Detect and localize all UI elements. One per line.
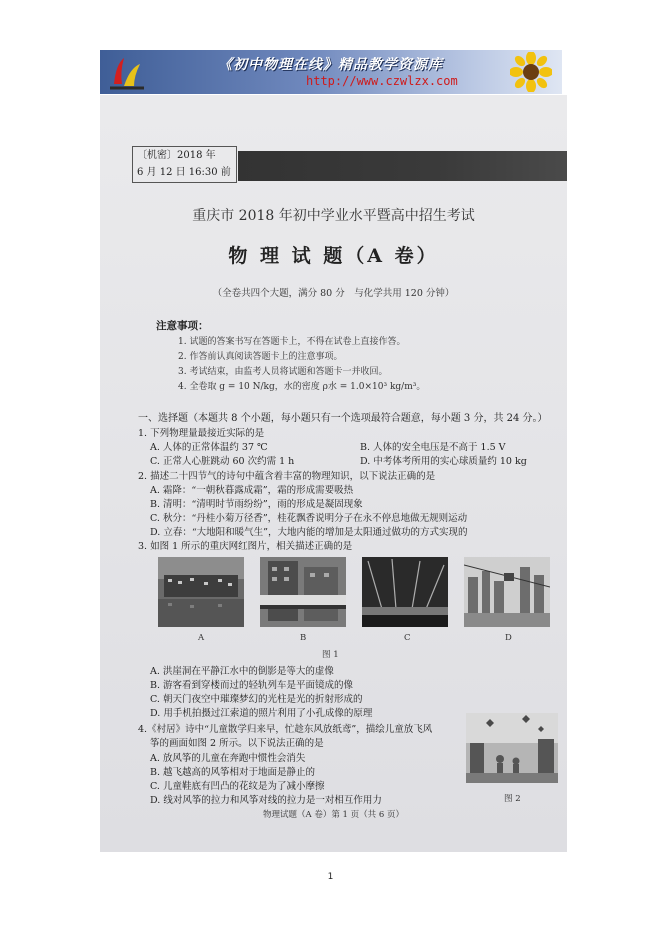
photo-a-hongyadong [158, 557, 244, 627]
q2-option-c: C. 秋分：“丹桂小菊万径香”，桂花飘香说明分子在永不停息地做无规则运动 [150, 513, 468, 524]
photo-b-light-rail [260, 557, 346, 627]
q2-option-b: B. 清明：“清明时节雨纷纷”，雨的形成是凝固现象 [150, 499, 363, 510]
notice-heading: 注意事项： [156, 320, 209, 332]
q1-option-b: B. 人体的安全电压是不高于 1.5 V [360, 442, 506, 453]
exam-subtitle: 物 理 试 题（A 卷） [228, 245, 439, 267]
exam-paper-photo [100, 95, 567, 852]
figure-2-caption: 图 2 [504, 794, 521, 804]
q3-option-d: D. 用手机拍摄过江索道的照片利用了小孔成像的原理 [150, 708, 373, 719]
q2-stem: 2. 描述二十四节气的诗句中蕴含着丰富的物理知识，以下说法正确的是 [138, 471, 436, 482]
q4-option-d: D. 线对风筝的拉力和风筝对线的拉力是一对相互作用力 [150, 795, 382, 806]
q4-option-c: C. 儿童鞋底有凹凸的花纹是为了减小摩擦 [150, 781, 325, 792]
photo-c-chaotianmen-night [362, 557, 448, 627]
q4-option-a: A. 放风筝的儿童在奔跑中惯性会消失 [150, 753, 306, 764]
notice-item: 1. 试题的答案书写在答题卡上，不得在试卷上直接作答。 [178, 337, 406, 347]
header-banner [100, 50, 562, 94]
q1-option-c: C. 正常人心脏跳动 60 次约需 1 h [150, 456, 295, 467]
notice-item: 2. 作答前认真阅读答题卡上的注意事项。 [178, 352, 343, 362]
q1-option-a: A. 人体的正常体温约 37 ℃ [150, 442, 268, 453]
q1-stem: 1. 下列物理量最接近实际的是 [138, 428, 265, 439]
exam-info: （全卷共四个大题，满分 80 分 与化学共用 120 分钟） [212, 288, 455, 299]
section-1-heading: 一、选择题（本题共 8 个小题，每小题只有一个选项最符合题意，每小题 3 分，共 24 分。） [138, 413, 548, 424]
banner-title: 《初中物理在线》精品教学资源库 [218, 57, 443, 73]
banner-url-link[interactable]: http://www.czwlzx.com [306, 74, 458, 88]
q3-stem: 3. 如图 1 所示的重庆网红图片，相关描述正确的是 [138, 541, 353, 552]
confidential-line-2: 6 月 12 日 16:30 前 [137, 167, 231, 178]
photo-label-c: C [404, 633, 411, 643]
photo-d-cableway [464, 557, 550, 627]
confidential-line-1: 〔机密〕2018 年 [137, 150, 216, 161]
document-page-number: 1 [327, 872, 334, 882]
q3-option-c: C. 朝天门夜空中璀璨梦幻的光柱是光的折射形成的 [150, 694, 363, 705]
header-dark-bar [238, 151, 567, 181]
q3-option-a: A. 洪崖洞在平静江水中的倒影是等大的虚像 [150, 666, 334, 677]
photo-label-d: D [505, 633, 512, 643]
q4-stem-line-1: 4.《村居》诗中“儿童散学归来早，忙趁东风放纸鸢”，描绘儿童放飞风 [138, 724, 433, 735]
notice-item: 4. 全卷取 g = 10 N/kg，水的密度 ρ水 = 1.0×10³ kg/m³。 [178, 382, 426, 392]
confidential-stamp [132, 146, 237, 183]
exam-title: 重庆市 2018 年初中学业水平暨高中招生考试 [192, 208, 475, 224]
site-logo-icon [106, 54, 148, 90]
q4-stem-line-2: 筝的画面如图 2 所示。以下说法正确的是 [150, 738, 324, 749]
photo-label-a: A [198, 633, 205, 643]
q1-option-d: D. 中考体考所用的实心球质量约 10 kg [360, 456, 527, 467]
q2-option-a: A. 霜降：“一朝秋暮露成霜”，霜的形成需要吸热 [150, 485, 354, 496]
q3-option-b: B. 游客看到穿楼而过的轻轨列车是平面镜成的像 [150, 680, 354, 691]
q2-option-d: D. 立春：“大地阳和暖气生”，大地内能的增加是太阳通过做功的方式实现的 [150, 527, 468, 538]
notice-item: 3. 考试结束，由监考人员将试题和答题卡一并收回。 [178, 367, 388, 377]
exam-page-footer: 物理试题（A 卷）第 1 页（共 6 页） [263, 810, 404, 820]
photo-label-b: B [300, 633, 307, 643]
figure-1-caption: 图 1 [322, 650, 339, 660]
notice-list [178, 335, 425, 395]
q4-option-b: B. 越飞越高的风筝相对于地面是静止的 [150, 767, 316, 778]
sunflower-icon [510, 52, 552, 92]
photo-fig2-kites [466, 713, 558, 783]
